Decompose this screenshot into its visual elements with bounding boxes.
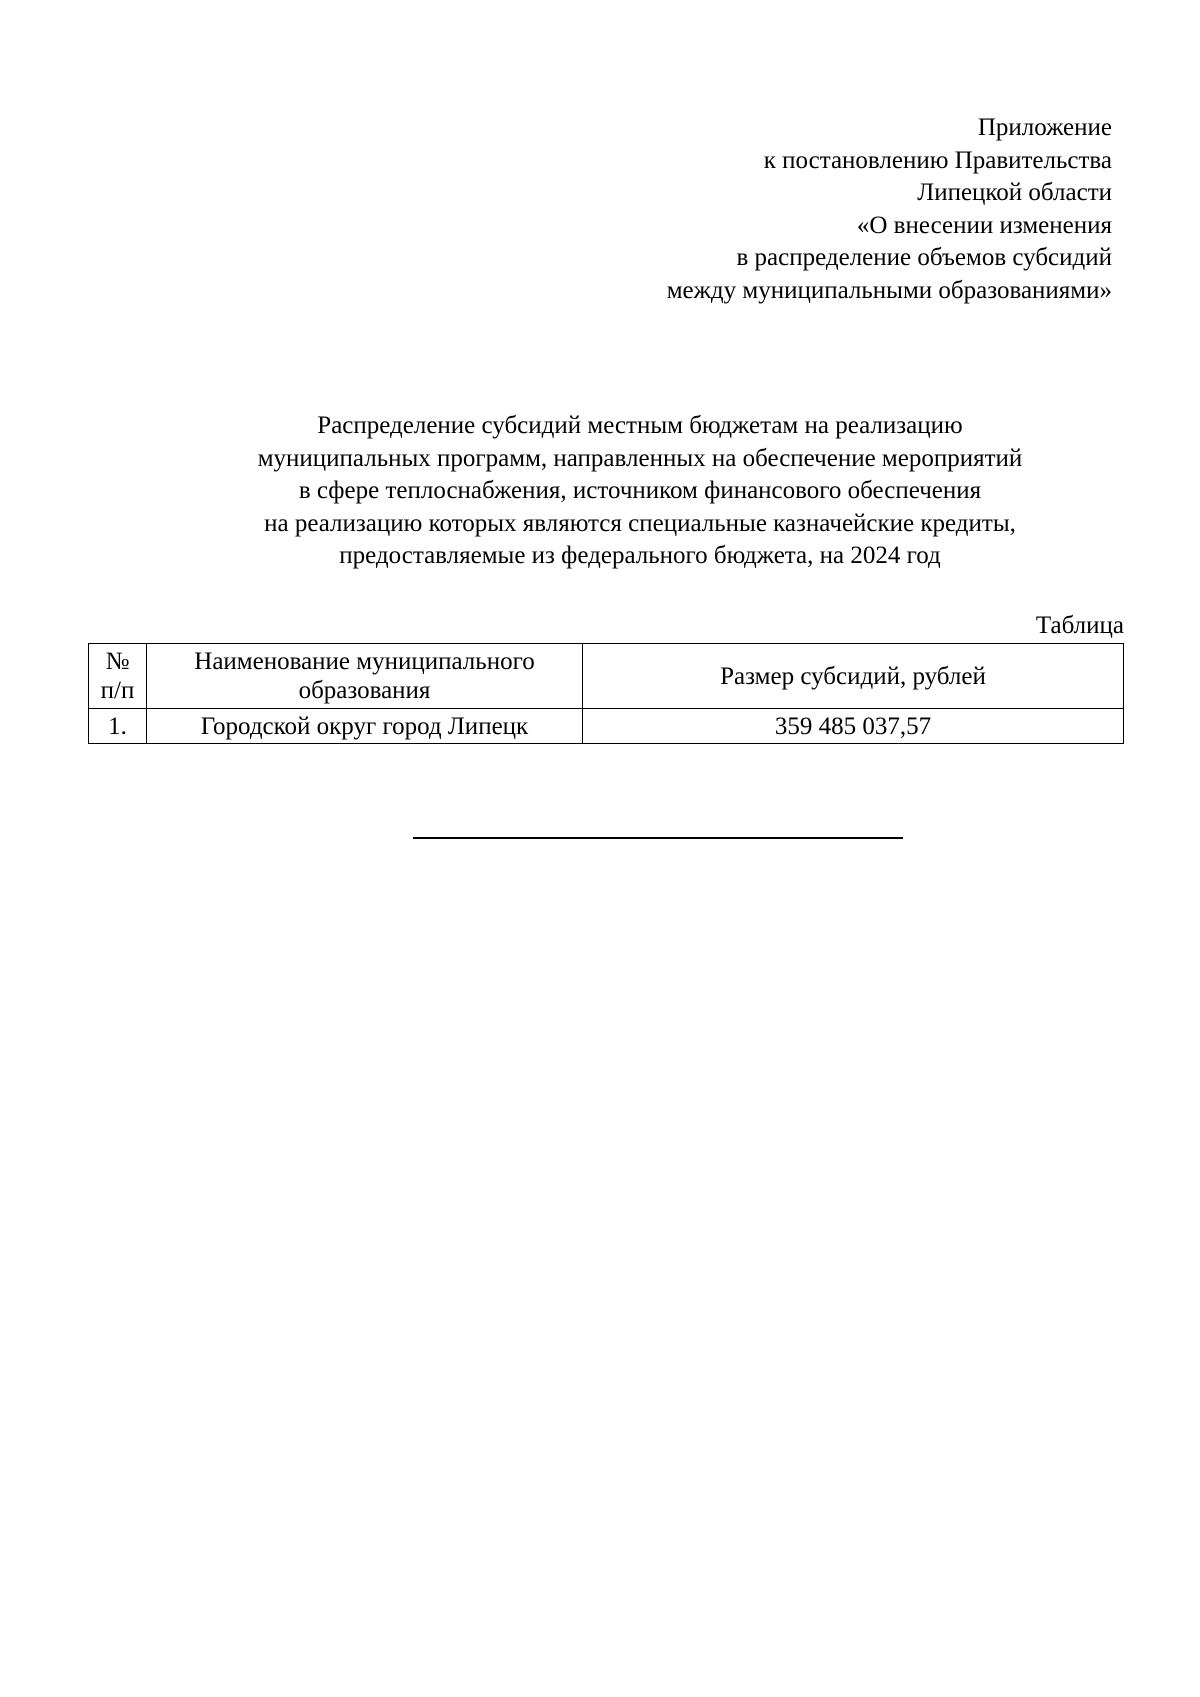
subsidy-table — [88, 643, 1124, 744]
header-municipality-line2: образования — [298, 677, 431, 704]
title-line: в сфере теплоснабжения, источником финансового обеспечения — [298, 477, 982, 505]
header-number-line1: № — [105, 648, 130, 675]
appendix-header — [667, 112, 1112, 308]
title-line: предоставляемые из федерального бюджета, на 2024 год — [339, 542, 941, 570]
header-number — [89, 644, 147, 709]
cell-municipality: Городской округ город Липецк — [147, 709, 583, 744]
document-title — [0, 410, 1200, 573]
separator-line — [413, 837, 903, 839]
table-header-row — [89, 644, 1124, 709]
appendix-line: к постановлению Правительства — [763, 146, 1112, 174]
appendix-line: между муниципальными образованиями» — [666, 276, 1112, 304]
appendix-line: Липецкой области — [917, 179, 1112, 207]
title-line: на реализацию которых являются специальные казначейские кредиты, — [264, 509, 1016, 537]
appendix-line: «О внесении изменения — [856, 211, 1112, 239]
appendix-line: Приложение — [977, 114, 1112, 141]
header-municipality — [147, 644, 583, 709]
title-line: муниципальных программ, направленных на обеспечение мероприятий — [257, 444, 1023, 472]
title-line: Распределение субсидий местным бюджетам на реализацию — [317, 412, 963, 439]
cell-amount: 359 485 037,57 — [583, 709, 1124, 744]
header-municipality-line1: Наименование муниципального — [194, 648, 535, 675]
header-number-line2: п/п — [100, 677, 135, 704]
cell-number: 1. — [89, 709, 147, 744]
header-amount: Размер субсидий, рублей — [583, 644, 1124, 709]
table-row — [89, 709, 1124, 744]
table-caption: Таблица — [1035, 612, 1124, 639]
appendix-line: в распределение объемов субсидий — [736, 244, 1112, 272]
